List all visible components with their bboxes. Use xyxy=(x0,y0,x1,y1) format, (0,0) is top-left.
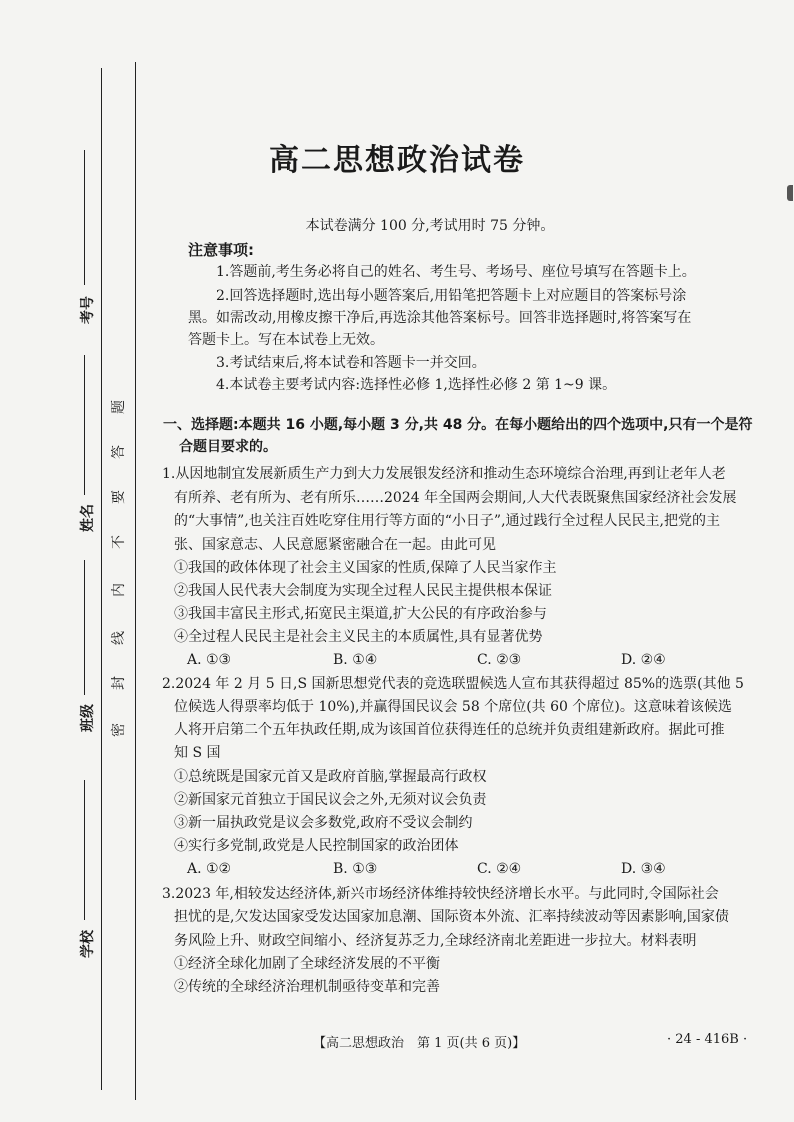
binding-outer-line xyxy=(101,68,102,1090)
seal-char: 答 xyxy=(111,445,127,459)
question-1-option-a[interactable]: A. ①③ xyxy=(187,652,232,668)
exam-intro: 本试卷满分 100 分,考试用时 75 分钟。 xyxy=(305,218,555,234)
question-2-stem: 知 S 国 xyxy=(174,745,221,761)
seal-char: 题 xyxy=(111,400,127,414)
question-3-stem: 3.2023 年,相较发达经济体,新兴市场经济体维持较快经济增长水平。与此同时,令国际社会 xyxy=(162,886,719,902)
question-2-statement: ②新国家元首独立于国民议会之外,无须对议会负责 xyxy=(174,792,487,808)
notice-heading: 注意事项: xyxy=(188,241,254,259)
question-1-statement: ①我国的政体体现了社会主义国家的性质,保障了人民当家作主 xyxy=(174,560,557,576)
question-2-stem: 2.2024 年 2 月 5 日,S 国新思想党代表的竞选联盟候选人宣布其获得超过 85%的选票(其他 5 xyxy=(162,676,744,692)
seal-char: 要 xyxy=(111,490,127,504)
seal-char: 封 xyxy=(111,676,127,690)
question-3-statement: ①经济全球化加剧了全球经济发展的不平衡 xyxy=(174,956,440,972)
question-2-option-b[interactable]: B. ①③ xyxy=(333,861,378,877)
question-1-statement: ④全过程人民民主是社会主义民主的本质属性,具有显著优势 xyxy=(174,629,543,645)
seal-char: 密 xyxy=(111,723,127,737)
field-exam-number: 考号 xyxy=(80,296,96,324)
question-2-option-c[interactable]: C. ②④ xyxy=(477,861,522,877)
notice-line: 黑。如需改动,用橡皮擦干净后,再选涂其他答案标号。回答非选择题时,将答案写在 xyxy=(188,310,692,326)
question-1-stem: 有所养、老有所为、老有所乐……2024 年全国两会期间,人大代表既聚焦国家经济社会发展 xyxy=(174,490,737,506)
notice-line: 2.回答选择题时,选出每小题答案后,用铅笔把答题卡上对应题目的答案标号涂 xyxy=(216,288,687,304)
question-2-stem: 位候选人得票率均低于 10%),并赢得国民议会 58 个席位(共 60 个席位)。这意味着该候选 xyxy=(174,699,732,715)
question-2-option-a[interactable]: A. ①② xyxy=(187,861,232,877)
question-1-option-c[interactable]: C. ②③ xyxy=(477,652,522,668)
question-2-stem: 人将开启第二个五年执政任期,成为该国首位获得连任的总统并负责组建新政府。据此可推 xyxy=(174,722,725,738)
section-heading xyxy=(163,414,763,458)
field-class: 班级 xyxy=(80,704,96,732)
question-1-stem: 1.从因地制宜发展新质生产力到大力发展银发经济和推动生态环境综合治理,再到让老年人老 xyxy=(162,466,726,482)
binding-inner-line xyxy=(135,62,136,1100)
question-3-stem: 务风险上升、财政空间缩小、经济复苏乏力,全球经济南北差距进一步拉大。材料表明 xyxy=(174,933,697,949)
question-3-stem: 担忧的是,欠发达国家受发达国家加息潮、国际资本外流、汇率持续波动等因素影响,国家债 xyxy=(174,909,729,925)
question-1-statement: ③我国丰富民主形式,拓宽民主渠道,扩大公民的有序政治参与 xyxy=(174,606,547,622)
notice-line: 1.答题前,考生务必将自己的姓名、考生号、考场号、座位号填写在答题卡上。 xyxy=(216,264,696,280)
paper-code: · 24 - 416B · xyxy=(667,1032,748,1047)
seal-char: 内 xyxy=(111,583,127,597)
question-2-statement: ④实行多党制,政党是人民控制国家的政治团体 xyxy=(174,838,459,854)
question-1-stem: 张、国家意志、人民意愿紧密融合在一起。由此可见 xyxy=(174,537,496,553)
question-1-stem: 的“大事情”,也关注百姓吃穿住用行等方面的“小日子”,通过践行全过程人民民主,把党的主 xyxy=(174,513,720,529)
question-2-statement: ①总统既是国家元首又是政府首脑,掌握最高行政权 xyxy=(174,769,487,785)
question-1-statement: ②我国人民代表大会制度为实现全过程人民民主提供根本保证 xyxy=(174,583,552,599)
question-2-statement: ③新一届执政党是议会多数党,政府不受议会制约 xyxy=(174,815,473,831)
section-heading-line: 一、选择题:本题共 16 小题,每小题 3 分,共 48 分。在每小题给出的四个选项中,只有一个是符 xyxy=(163,417,753,433)
seal-char: 线 xyxy=(111,631,127,645)
question-2-option-d[interactable]: D. ③④ xyxy=(621,861,666,877)
notice-line: 3.考试结束后,将本试卷和答题卡一并交回。 xyxy=(216,355,486,371)
scan-edge-mark xyxy=(787,185,793,201)
question-1-option-b[interactable]: B. ①④ xyxy=(333,652,378,668)
field-class-line xyxy=(84,560,85,695)
page-footer: 【高二思想政治 第 1 页(共 6 页)】 xyxy=(313,1036,526,1051)
notice-line: 4.本试卷主要考试内容:选择性必修 1,选择性必修 2 第 1~9 课。 xyxy=(216,377,617,393)
field-name: 姓名 xyxy=(80,504,96,532)
field-school-line xyxy=(84,780,85,920)
section-heading-line: 合题目要求的。 xyxy=(179,439,277,455)
seal-char: 不 xyxy=(111,535,127,549)
field-school: 学校 xyxy=(80,930,96,958)
page-title: 高二思想政治试卷 xyxy=(269,143,525,178)
field-name-line xyxy=(84,355,85,495)
question-1-option-d[interactable]: D. ②④ xyxy=(621,652,666,668)
notice-line: 答题卡上。写在本试卷上无效。 xyxy=(188,332,384,348)
question-3-statement: ②传统的全球经济治理机制亟待变革和完善 xyxy=(174,979,440,995)
